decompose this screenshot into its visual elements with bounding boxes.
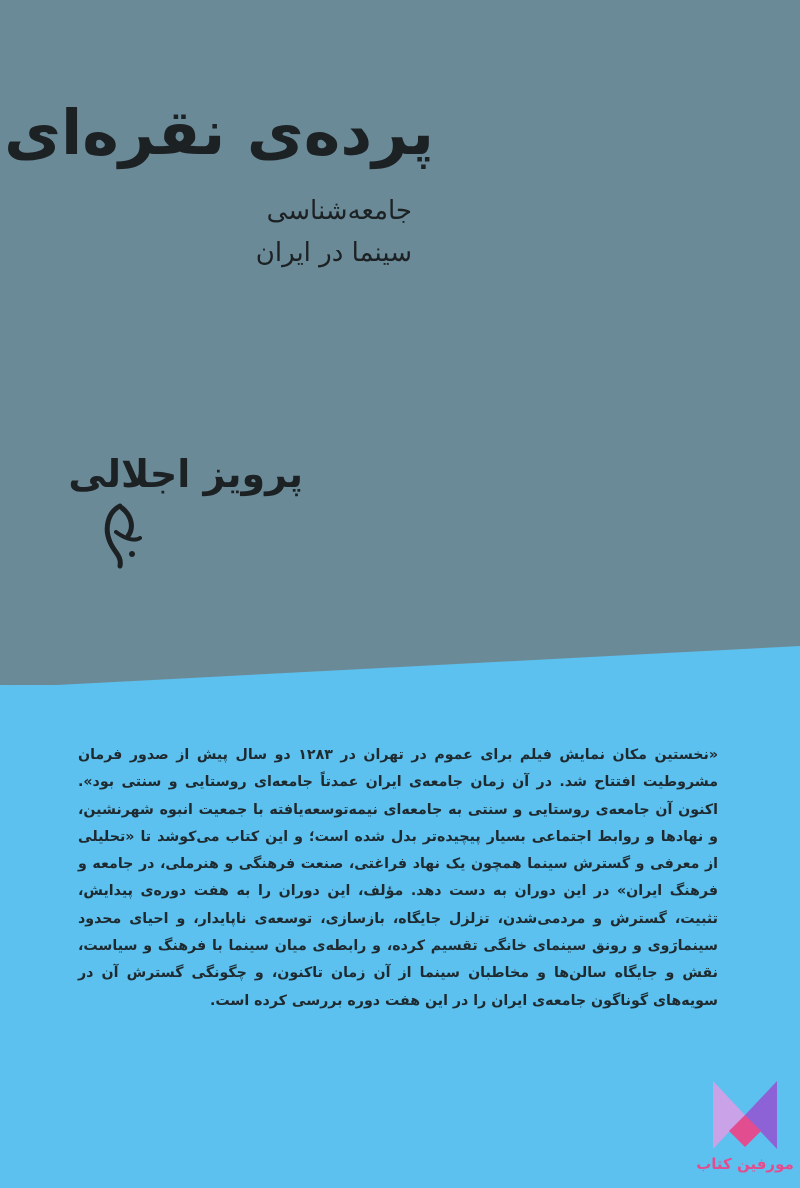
book-title: پرده‌ی نقره‌ای [4,96,434,169]
svg-text:آگه: آگه [122,570,124,571]
subtitle-line-2: سینما در ایران [255,238,412,268]
publisher-logo-icon [98,502,148,572]
watermark [695,1075,795,1185]
subtitle-line-1: جامعه‌شناسی [266,196,412,226]
watermark-text: مورفین کتاب [696,1155,794,1173]
back-cover-blurb: «نخستین مکان نمایش فیلم برای عموم در تهران در ۱۲۸۳ دو سال پیش از صدور فرمان مشروطیت افتتاح شد. در آن زمان جامعه‌ی ایران عمدتاً جامعه‌ای روستایی و سنتی بود». اکنون آن جامعه‌ی روستایی و سنتی به جامعه‌ای نیمه‌توسعه‌یافته با جمعیت انبوه شهرنشین، و نهادها و روابط اجتماعی بسیار پیچیده‌تر بدل شده است؛ و این کتاب می‌کوشد تا «تحلیلی از معرفی و گسترش سینما همچون یک نهاد فراغتی، صنعت فرهنگی و هنرملی، در جامعه و فرهنگ ایران» در این دوران به دست دهد. مؤلف، این دوران را به هفت دوره‌ی پیدایش، تثبیت، گسترش و مردمی‌شدن، تزلزل جایگاه، بازسازی، توسعه‌ی ناپایدار، و احیای محدود سینمارَوی و رونق سینمای خانگی تقسیم کرده، و رابطه‌ی میان سینما با فرهنگ و سیاست، نقش و جایگاه سالن‌ها و مخاطبان سینما از آن زمان تاکنون، و چگونگی گسترش آن در سویه‌های گوناگون جامعه‌ی ایران را در این هفت دوره بررسی کرده است. [78,747,718,1009]
author-name: پرویز اجلالی [68,452,303,496]
book-subtitle [256,190,412,274]
morfin-logo-icon [705,1075,785,1155]
